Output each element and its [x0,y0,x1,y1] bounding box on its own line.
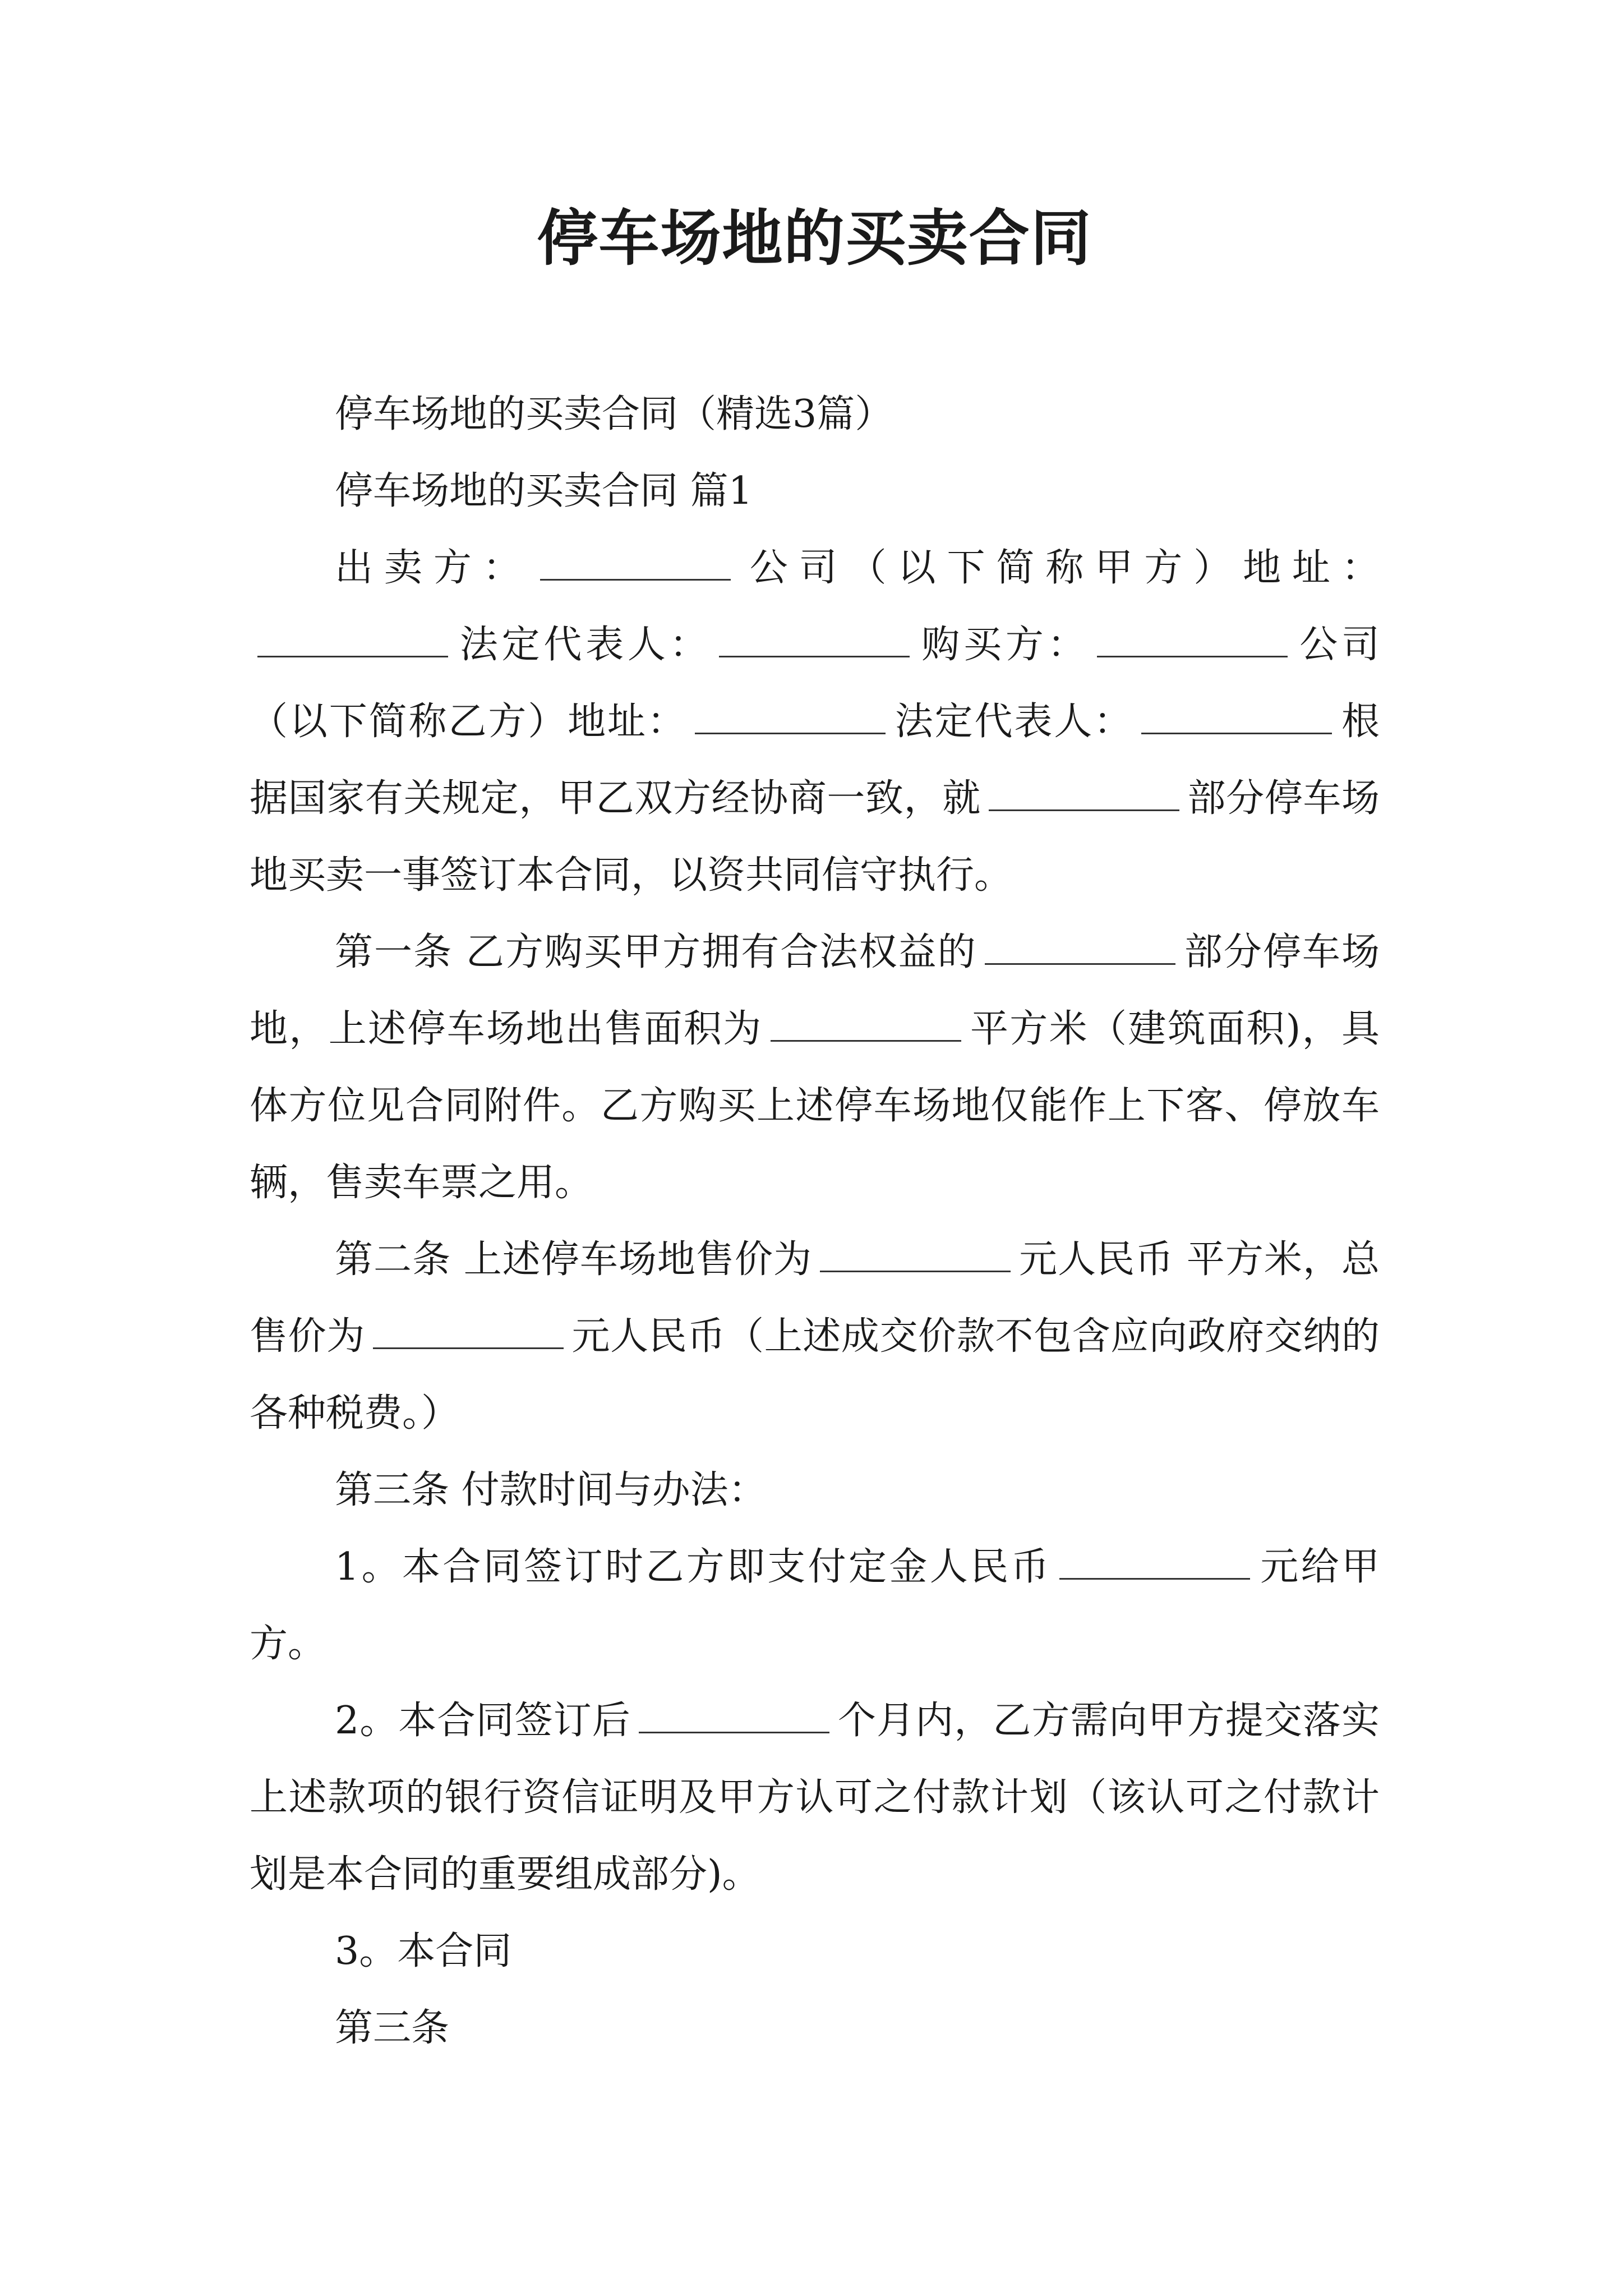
subtitle: 停车场地的买卖合同（精选3篇） [335,392,893,436]
article-3-heading: 第三条 付款时间与办法： [335,1468,767,1512]
blank-deposit [1059,1544,1250,1580]
blank-seller [540,545,731,581]
blank-area [771,1006,961,1042]
blank-buyer [1097,622,1288,657]
blank-part [989,775,1179,811]
clause-3: 3。本合同 [335,1929,512,1973]
document-page [250,0,1380,2296]
blank-article1-part [985,929,1175,965]
blank-months [639,1697,829,1733]
blank-total-price [373,1313,564,1349]
clause-2: 2。本合同签订后 个月内，乙方需向甲方提交落实上述款项的银行资信证明及甲方认可之付款计划（该认可之付款计划是本合同的重要组成部分)。 [250,1682,1380,1913]
blank-buyer-address [695,698,886,734]
blank-seller-representative [719,622,910,657]
blank-buyer-representative [1141,698,1332,734]
blank-unit-price [820,1236,1011,1272]
article-2: 第二条 上述停车场地售价为 元人民币 平方米，总售价为 元人民币（上述成交价款不包含应向政府交纳的各种税费。） [250,1221,1380,1452]
clause-1: 1。本合同签订时乙方即支付定金人民币 元给甲方。 [250,1529,1380,1682]
article-3-repeat: 第三条 [335,2006,450,2050]
blank-seller-address [257,622,448,657]
paragraph-parties: 出卖方： 公司（以下简称甲方）地址：法定代表人： 购买方： 公司（以下简称乙方）地址： 法定代表人： 根据国家有关规定，甲乙双方经协商一致，就 部分停车场地买卖一事签订本合同，以资共同信守执行。 [250,530,1380,914]
section-heading: 停车场地的买卖合同 篇1 [335,469,753,513]
article-1: 第一条 乙方购买甲方拥有合法权益的 部分停车场地，上述停车场地出售面积为 平方米（建筑面积)，具体方位见合同附件。乙方购买上述停车场地仅能作上下客、停放车辆，售卖车票之用。 [250,914,1380,1221]
document-body [250,376,1380,2067]
document-title: 停车场地的买卖合同 [537,203,1092,274]
